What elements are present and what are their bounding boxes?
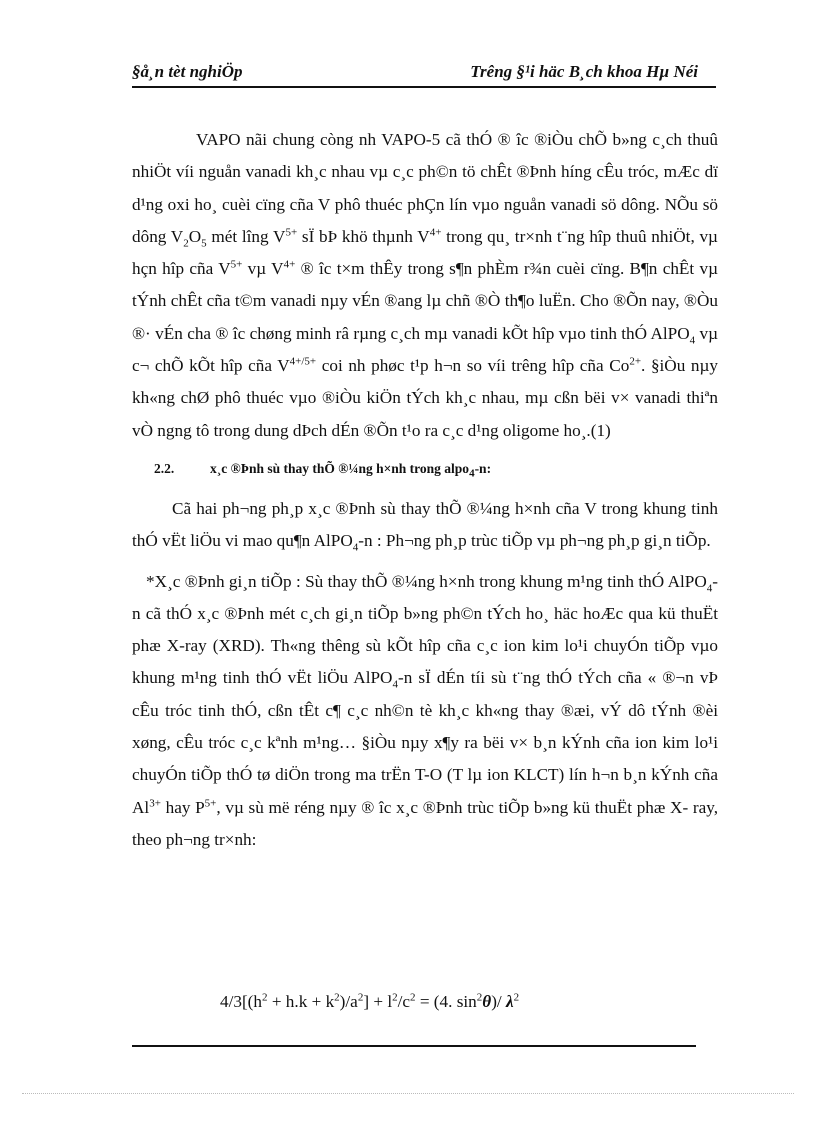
document-body <box>132 124 718 856</box>
paragraph-methods-overview: Cã hai ph¬ng ph¸p x¸c ®Þnh sù thay thÕ ®¼ng h×nh cña V trong khung tinh thÓ vËt liÖu vi mao qu¶n AlPO$_4$-n : Ph¬ng ph¸p trùc tiÕp vµ ph¬ng ph¸p gi¸n tiÕp. <box>132 498 718 554</box>
page-bottom-dotted-line <box>22 1093 794 1094</box>
header-thesis-label: §å¸n tèt nghiÖp <box>132 62 243 81</box>
xrd-equation: $4/3[(h^2 + h.k + k^2)/a^2] + l^2/c^2 = (4$. $\sin^2\theta)/$ $\lambda^2$ <box>220 991 520 1011</box>
paragraph-indirect-method: *X¸c ®Þnh gi¸n tiÕp : Sù thay thÕ ®¼ng h×nh trong khung m¹ng tinh thÓ AlPO$_4$-n cã thÓ x¸c ®Þnh mét c¸ch gi¸n tiÕp b»ng ph©n tÝch ho¸ häc hoÆc qua kü thuËt phæ X-ray (XRD). Th«ng thêng sù kÕt hîp cña c¸c ion kim lo¹i chuyÓn tiÕp vµo khung m¹ng tinh thÓ vËt liÖu AlPO$_4$-n sÏ dÉn tíi sù t¨ng thÓ tÝch cña « ®¬n vÞ cÊu tróc tinh thÓ, cßn tÊt c¶ c¸c nh©n tè kh¸c kh«ng thay ®æi, vÝ dô tÝnh ®èi xøng, cÊu tróc c¸c kªnh m¹ng… §iÒu nµy x¶y ra bëi v× b¸n kÝnh cña ion kim lo¹i chuyÓn tiÕp thÓ tø diÖn trong ma trËn T-O (T lµ ion KLCT) lín h¬n b¸n kÝnh cña $Al^{3+}$ hay $P^{5+}$, vµ sù më réng nµy ® îc x¸c ®Þnh trùc tiÕp b»ng kü thuËt phæ X- ray, theo ph¬ng tr×nh: <box>132 571 718 849</box>
header-university-name: Trêng §¹i häc B¸ch khoa Hµ Néi <box>470 62 698 81</box>
footer-divider <box>132 1045 696 1047</box>
section-number: 2.2. <box>154 460 175 476</box>
section-title: x¸c ®Þnh sù thay thÕ ®¼ng h×nh trong alpo$_4$-n: <box>210 460 492 480</box>
section-heading <box>132 459 718 479</box>
page-header <box>132 60 716 88</box>
paragraph-vapo-synthesis: VAPO nãi chung còng nh VAPO-5 cã thÓ ® îc ®iÒu chÕ b»ng c¸ch thuû nhiÖt víi nguån vanadi kh¸c nhau vµ c¸c ph©n tö chÊt ®Þnh híng cÊu tróc, mÆc dï d¹ng oxi ho¸ cuèi cïng cña V phô thuéc phÇn lín vµo nguån vanadi sö dông. NÕu sö dông $V_2O_5$ mét lîng $V^{5+}$ sÏ bÞ khö thµnh $V^{4+}$ trong qu¸ tr×nh t¨ng hîp thuû nhiÖt, vµ hçn hîp cña $V^{5+}$ vµ $V^{4+}$ ® îc t×m thÊy trong s¶n phÈm r¾n cuèi cïng. B¶n chÊt vµ tÝnh chÊt cña t©m vanadi nµy vÉn ®ang lµ chñ ®Ò th¶o luËn. Cho ®Õn nay, ®Òu ®· vÉn cha ® îc chøng minh râ rµng c¸ch mµ vanadi kÕt hîp vµo tinh thÓ AlPO$_4$ vµ c¬ chÕ kÕt hîp cña $V^{4+/5+}$ coi nh phøc t¹p h¬n so víi trêng hîp cña $Co^{2+}$. §iÒu nµy kh«ng chØ phô thuéc vµo ®iÒu kiÖn tÝch kh¸c nhau, mµ cßn bëi v× vanadi thiªn vÒ ngng tô trong dung dÞch dÉn ®Õn t¹o ra c¸c d¹ng oligome ho¸.(1) <box>132 130 719 440</box>
